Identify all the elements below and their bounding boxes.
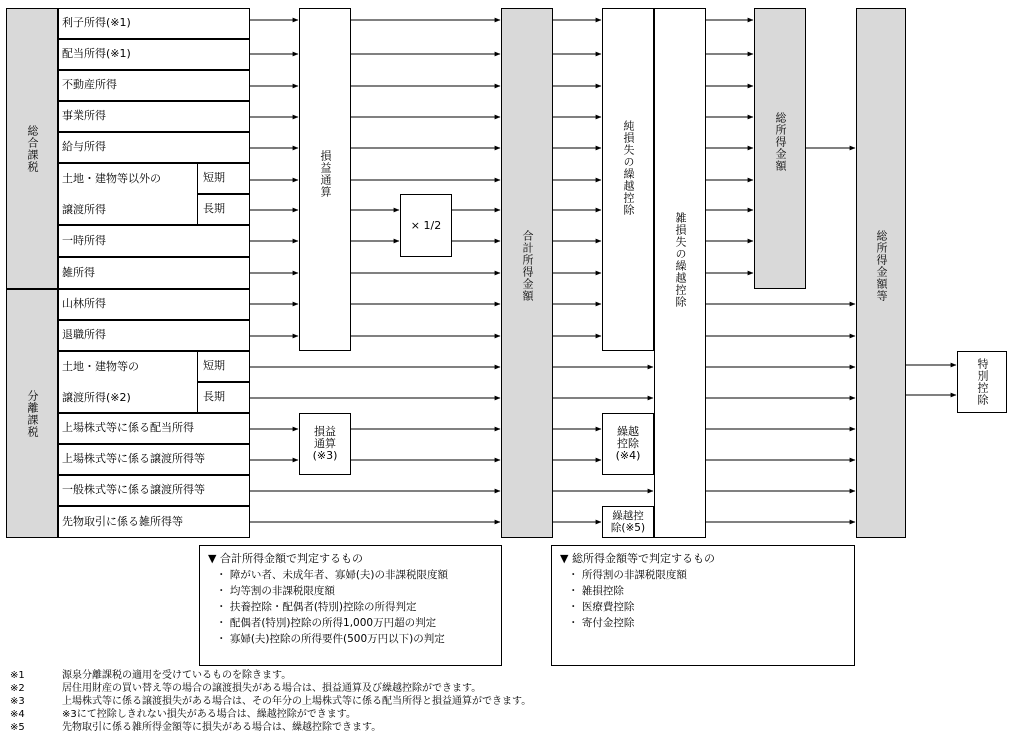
income-row-fudousan: 不動産所得	[58, 70, 250, 101]
term-short-2: 短期	[197, 351, 250, 382]
box-kurikoshi-5: 繰越控 除(※5)	[602, 506, 654, 538]
note-goukei-heading: ▼ 合計所得金額で判定するもの	[208, 552, 363, 565]
note-so-item: ・ 医療費控除	[568, 601, 635, 613]
box-half	[400, 194, 452, 257]
footnote: ※1 源泉分離課税の適用を受けているものを除きます。	[10, 670, 292, 681]
note-so-heading: ▼ 総所得金額等で判定するもの	[560, 552, 715, 565]
label-so-shotoku-tou: 総所得金額等	[875, 230, 888, 302]
income-row-haitou: 配当所得(※1)	[58, 39, 250, 70]
note-so-item: ・ 所得割の非課税限度額	[568, 569, 687, 581]
note-goukei-item: ・ 扶養控除・配偶者(特別)控除の所得判定	[216, 601, 417, 613]
footnote: ※3 上場株式等に係る譲渡損失がある場合は、その年分の上場株式等に係る配当所得と損益通算ができます。	[10, 696, 532, 707]
note-so-item: ・ 寄付金控除	[568, 617, 635, 629]
label-zatsu-sonshitsu: 雑損失の繰越控除	[674, 212, 687, 308]
term-long-2: 長期	[197, 382, 250, 413]
box-soneki-tsusan-3: 損益 通算 (※3)	[299, 413, 351, 475]
income-row-joujou-haitou: 上場株式等に係る配当所得	[58, 413, 250, 444]
category-bunri-label: 分離課税	[26, 389, 39, 438]
label-goukei-shotoku: 合計所得金額	[521, 230, 534, 302]
note-goukei-item: ・ 障がい者、未成年者、寡婦(夫)の非課税限度額	[216, 569, 449, 581]
category-sogo-label: 総合課税	[26, 124, 39, 173]
label-half: × 1/2	[410, 218, 442, 232]
income-row-zatsu: 雑所得	[58, 257, 250, 289]
income-row-jigyou: 事業所得	[58, 101, 250, 132]
label-soneki-tsusan: 損益通算	[319, 150, 332, 198]
income-row-joto-tochi: 土地・建物等の 譲渡所得(※2)	[58, 351, 250, 413]
label-tokubetsu-koujo: 特別控除	[976, 358, 989, 406]
note-goukei-item: ・ 均等割の非課税限度額	[216, 585, 335, 597]
label-jun-sonshitsu: 純損失の繰越控除	[622, 120, 635, 216]
income-row-ippan-joto: 一般株式等に係る譲渡所得等	[58, 475, 250, 506]
income-row-rishi: 利子所得(※1)	[58, 8, 250, 39]
term-long-1: 長期	[197, 194, 250, 225]
income-row-joujou-joto: 上場株式等に係る譲渡所得等	[58, 444, 250, 475]
income-row-sakimono: 先物取引に係る雑所得等	[58, 506, 250, 538]
note-goukei-item: ・ 配偶者(特別)控除の所得1,000万円超の判定	[216, 617, 437, 629]
footnote: ※4 ※3にて控除しきれない損失がある場合は、繰越控除ができます。	[10, 709, 356, 720]
income-row-ichiji: 一時所得	[58, 225, 250, 257]
note-goukei	[199, 545, 502, 666]
note-so-item: ・ 雑損控除	[568, 585, 624, 597]
note-so-shotoku-tou	[551, 545, 855, 666]
term-short-1: 短期	[197, 163, 250, 194]
footnote: ※2 居住用財産の買い替え等の場合の譲渡損失がある場合は、損益通算及び繰越控除ができます。	[10, 683, 482, 694]
income-row-sanrin: 山林所得	[58, 289, 250, 320]
income-row-joto-other: 土地・建物等以外の 譲渡所得	[58, 163, 250, 225]
label-so-shotoku: 総所得金額	[774, 112, 787, 172]
income-row-kyuyo: 給与所得	[58, 132, 250, 163]
income-row-taishoku: 退職所得	[58, 320, 250, 351]
footnote: ※5 先物取引に係る雑所得金額等に損失がある場合は、繰越控除できます。	[10, 722, 382, 733]
box-kurikoshi-4: 繰越 控除 (※4)	[602, 413, 654, 475]
note-goukei-item: ・ 寡婦(夫)控除の所得要件(500万円以下)の判定	[216, 633, 445, 645]
